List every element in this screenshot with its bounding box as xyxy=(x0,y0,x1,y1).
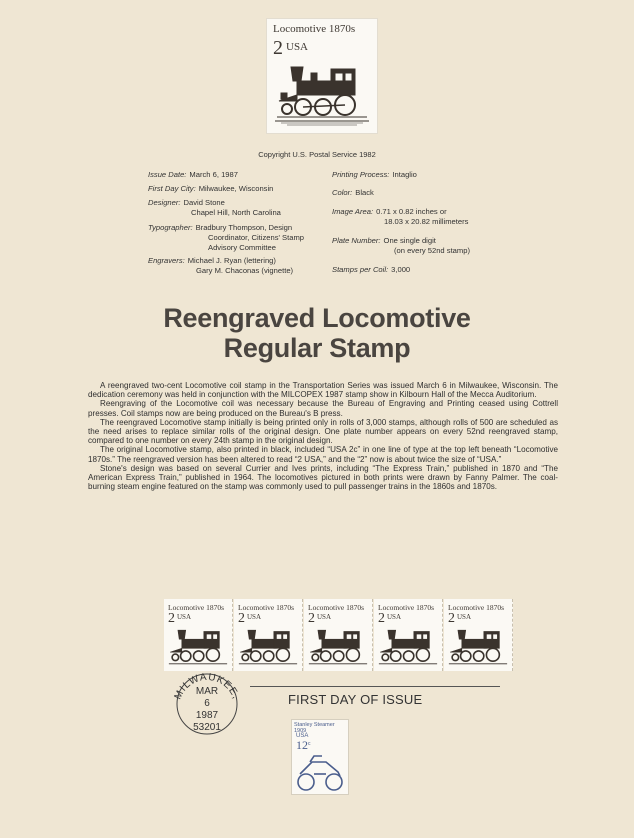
paragraph: A reengraved two-cent Locomotive coil stamp in the Transportation Series was issued March 6 in Milwaukee, Wisconsin. The dedication ceremony was held in conjunction with the MILCOPEX 1987 stamp show in Kilbourn Hall of the Mecca Auditorium. xyxy=(88,381,558,400)
strip-stamp xyxy=(164,599,233,671)
postmark-year: 1987 xyxy=(195,710,219,721)
stamp-denomination: 2 xyxy=(238,611,245,626)
stamp-country: USA xyxy=(457,613,472,621)
copyright-notice: Copyright U.S. Postal Service 1982 xyxy=(258,150,376,159)
postmark xyxy=(165,662,249,746)
locomotive-engraving xyxy=(273,59,371,127)
detail-image-area: Image Area: 0.71 x 0.82 inches or xyxy=(332,207,447,216)
stamp-title: Locomotive 1870s xyxy=(238,603,295,612)
page-title: Reengraved Locomotive Regular Stamp xyxy=(163,303,471,363)
detail-engravers: Engravers: Michael J. Ryan (lettering) xyxy=(148,256,276,265)
stamp-title: Locomotive 1870s xyxy=(273,23,356,35)
stamp-country: USA xyxy=(247,613,262,621)
car-stamp-title: Stanley Steamer 1909 xyxy=(294,722,335,734)
detail-issue-date: Issue Date: March 6, 1987 xyxy=(148,170,238,179)
paragraph: The reengraved Locomotive stamp initially is being printed only in rolls of 3,000 stamps, although rolls of 500 are scheduled as the need arises to replace similar rolls of the original design. One plate number appears on every 52nd reengraved stamp, compared to one number on every 24th stamp in the original design. xyxy=(88,417,558,446)
detail-printing-process: Printing Process: Intaglio xyxy=(332,170,417,179)
main-stamp xyxy=(266,18,378,134)
stamp-country: USA xyxy=(286,41,309,53)
detail-stamps-per-coil: Stamps per Coil: 3,000 xyxy=(332,265,411,274)
postmark-month: MAR xyxy=(195,686,219,697)
detail-first-day-city: First Day City: Milwaukee, Wisconsin xyxy=(148,184,274,193)
locomotive-engraving xyxy=(446,625,510,669)
first-day-of-issue: FIRST DAY OF ISSUE xyxy=(288,692,423,707)
stamp-denomination: 2 xyxy=(308,611,315,626)
paragraph: Stone's design was based on several Currier and Ives prints, including “The Express Train,” published in 1870 and “The American Express Train,” published in 1964. The locomotives pictured in both prints were drawn by Fanny Palmer. The coal-burning steam engine featured on the stamp was commonly used to pull passenger trains in the 1860s and 1870s. xyxy=(88,463,558,492)
detail-designer: Designer: David Stone xyxy=(148,198,225,207)
detail-color: Color: Black xyxy=(332,188,374,197)
locomotive-engraving xyxy=(306,625,370,669)
stamp-title: Locomotive 1870s xyxy=(378,603,435,612)
car-stamp-unit: c xyxy=(308,741,311,747)
postmark-day: 6 xyxy=(204,698,210,709)
car-stamp-country: USA xyxy=(296,733,309,739)
postmark-zip: 53201 xyxy=(193,722,221,733)
steamer-car-engraving xyxy=(294,752,346,792)
stamp-title: Locomotive 1870s xyxy=(168,603,225,612)
postmark-city: MILWAUKEE, xyxy=(172,671,242,702)
strip-stamp xyxy=(234,599,303,671)
detail-typographer: Typographer: Bradbury Thompson, Design xyxy=(148,223,293,232)
stamp-denomination: 2 xyxy=(273,37,283,59)
strip-stamp xyxy=(304,599,373,671)
strip-stamp xyxy=(374,599,443,671)
locomotive-engraving xyxy=(376,625,440,669)
stamp-denomination: 2 xyxy=(378,611,385,626)
car-stamp-denomination: 12 xyxy=(296,738,308,752)
stamp-country: USA xyxy=(317,613,332,621)
stamp-country: USA xyxy=(387,613,402,621)
paragraph: Reengraving of the Locomotive coil was necessary because the Bureau of Engraving and Printing ceased using Cottrell presses. Coil stamps now are being produced on the Bureau's B press. xyxy=(88,399,558,418)
strip-stamp xyxy=(444,599,513,671)
stamp-title: Locomotive 1870s xyxy=(448,603,505,612)
stamp-country: USA xyxy=(177,613,192,621)
detail-plate-number: Plate Number: One single digit xyxy=(332,236,436,245)
cancel-line xyxy=(250,686,500,687)
paragraph: The original Locomotive stamp, also printed in black, included “USA 2c” in one line of type at the top left beneath “Locomotive 1870s.” The reengraved version has been altered to read “2 USA,” and the “2” now is about twice the size of “USA.” xyxy=(88,445,558,464)
stamp-denomination: 2 xyxy=(168,611,175,626)
stamp-denomination: 2 xyxy=(448,611,455,626)
stanley-steamer-stamp xyxy=(291,719,349,795)
stamp-title: Locomotive 1870s xyxy=(308,603,365,612)
body-text xyxy=(88,381,558,491)
